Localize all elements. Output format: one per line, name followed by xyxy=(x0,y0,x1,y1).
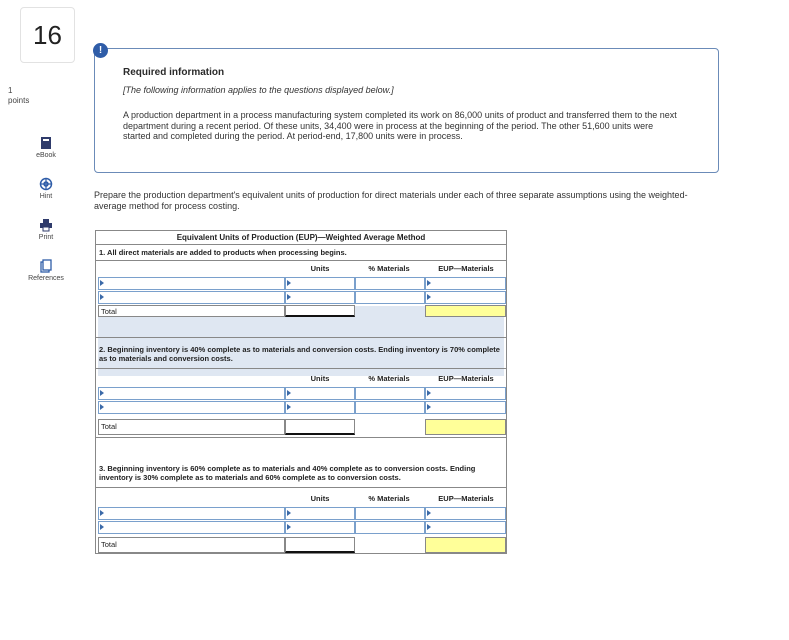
s2-row1-units-input[interactable] xyxy=(285,387,355,400)
dropdown-arrow-icon xyxy=(100,524,104,530)
print-label: Print xyxy=(38,234,54,241)
s1-total-units[interactable] xyxy=(285,305,355,317)
dropdown-arrow-icon xyxy=(427,404,431,410)
s2-row1-label-input[interactable] xyxy=(98,387,285,400)
dropdown-arrow-icon xyxy=(427,510,431,516)
s3-row2-eup-input[interactable] xyxy=(425,521,506,534)
col-eup-header: EUP—Materials xyxy=(438,494,494,503)
references-label: References xyxy=(28,275,64,282)
eup-table xyxy=(95,230,507,554)
s2-row2-label-input[interactable] xyxy=(98,401,285,414)
hint-icon xyxy=(39,177,53,191)
dropdown-arrow-icon xyxy=(287,390,291,396)
col-pct-header: % Materials xyxy=(368,374,410,383)
points-info xyxy=(8,86,29,106)
divider xyxy=(96,337,506,338)
s3-total-units[interactable] xyxy=(285,537,355,553)
s3-row1-pct-input[interactable] xyxy=(355,507,425,520)
section-3-heading: 3. Beginning inventory is 60% complete as to materials and 40% complete as to conversion costs. Ending inventory is 30% complete as to materials and 60% complete as to conversion costs. xyxy=(99,464,476,482)
points-label: points xyxy=(8,96,30,105)
hint-button[interactable] xyxy=(26,177,66,218)
divider xyxy=(96,260,506,261)
s2-row1-pct-input[interactable] xyxy=(355,387,425,400)
info-subtitle: [The following information applies to the questions displayed below.] xyxy=(123,85,394,95)
ebook-label: eBook xyxy=(36,152,56,159)
hint-label: Hint xyxy=(39,193,53,200)
dropdown-arrow-icon xyxy=(427,294,431,300)
col-eup-header: EUP—Materials xyxy=(438,374,494,383)
col-units-header: Units xyxy=(310,494,330,503)
references-icon xyxy=(39,259,53,273)
s2-row1-eup-input[interactable] xyxy=(425,387,506,400)
section-2-heading: 2. Beginning inventory is 40% complete as to materials and conversion costs. Ending inventory is 70% complete as to materials and conversion costs. xyxy=(99,345,500,363)
section-1-heading: 1. All direct materials are added to products when processing begins. xyxy=(99,248,347,257)
s1-row1-units-input[interactable] xyxy=(285,277,355,290)
dropdown-arrow-icon xyxy=(287,510,291,516)
s1-row2-eup-input[interactable] xyxy=(425,291,506,304)
divider xyxy=(96,368,506,369)
dropdown-arrow-icon xyxy=(287,294,291,300)
dropdown-arrow-icon xyxy=(100,280,104,286)
s1-row1-label-input[interactable] xyxy=(98,277,285,290)
dropdown-arrow-icon xyxy=(287,524,291,530)
s3-row2-pct-input[interactable] xyxy=(355,521,425,534)
s1-row1-eup-input[interactable] xyxy=(425,277,506,290)
col-units-header: Units xyxy=(310,264,330,273)
dropdown-arrow-icon xyxy=(100,510,104,516)
references-button[interactable] xyxy=(26,259,66,300)
question-prompt: Prepare the production department's equivalent units of production for direct materials under each of three separate assumptions using the weighted-average method for process costing. xyxy=(94,190,688,211)
dropdown-arrow-icon xyxy=(100,294,104,300)
col-eup-header: EUP—Materials xyxy=(438,264,494,273)
s2-total-label: Total xyxy=(98,419,285,435)
dropdown-arrow-icon xyxy=(100,390,104,396)
s1-total-label: Total xyxy=(98,305,285,317)
dropdown-arrow-icon xyxy=(287,404,291,410)
s1-row2-units-input[interactable] xyxy=(285,291,355,304)
s3-row2-units-input[interactable] xyxy=(285,521,355,534)
dropdown-arrow-icon xyxy=(427,390,431,396)
s1-row2-label-input[interactable] xyxy=(98,291,285,304)
divider xyxy=(96,437,506,438)
info-body: A production department in a process manufacturing system completed its work on 86,000 units of product and transferred them to the next department during a recent period. Of these units, 34,400 were in process at the beginning of the period. The other 51,600 units were started and completed during the period. At period-end, 17,800 units were in process. xyxy=(123,110,677,142)
s3-total-eup[interactable] xyxy=(425,537,506,553)
dropdown-arrow-icon xyxy=(100,404,104,410)
s2-row2-pct-input[interactable] xyxy=(355,401,425,414)
ebook-button[interactable] xyxy=(26,136,66,177)
s2-row2-eup-input[interactable] xyxy=(425,401,506,414)
alert-icon: ! xyxy=(93,43,108,58)
s2-row2-units-input[interactable] xyxy=(285,401,355,414)
divider xyxy=(96,244,506,245)
dropdown-arrow-icon xyxy=(287,280,291,286)
print-button[interactable] xyxy=(26,218,66,259)
divider xyxy=(96,487,506,488)
s2-total-eup[interactable] xyxy=(425,419,506,435)
s3-row1-eup-input[interactable] xyxy=(425,507,506,520)
s2-total-units[interactable] xyxy=(285,419,355,435)
dropdown-arrow-icon xyxy=(427,280,431,286)
s3-total-label: Total xyxy=(98,537,285,553)
info-title: Required information xyxy=(123,67,225,78)
s1-row1-pct-input[interactable] xyxy=(355,277,425,290)
print-icon xyxy=(39,218,53,232)
table-title: Equivalent Units of Production (EUP)—Weighted Average Method xyxy=(176,233,426,242)
s3-row2-label-input[interactable] xyxy=(98,521,285,534)
points-value: 1 xyxy=(8,86,13,95)
required-info-box xyxy=(94,45,719,173)
s3-row1-label-input[interactable] xyxy=(98,507,285,520)
col-units-header: Units xyxy=(310,374,330,383)
ebook-icon xyxy=(39,136,53,150)
s1-row2-pct-input[interactable] xyxy=(355,291,425,304)
tools-sidebar xyxy=(26,136,66,300)
s3-row1-units-input[interactable] xyxy=(285,507,355,520)
col-pct-header: % Materials xyxy=(368,494,410,503)
dropdown-arrow-icon xyxy=(427,524,431,530)
question-number: 16 xyxy=(20,7,75,63)
s1-total-eup[interactable] xyxy=(425,305,506,317)
col-pct-header: % Materials xyxy=(368,264,410,273)
